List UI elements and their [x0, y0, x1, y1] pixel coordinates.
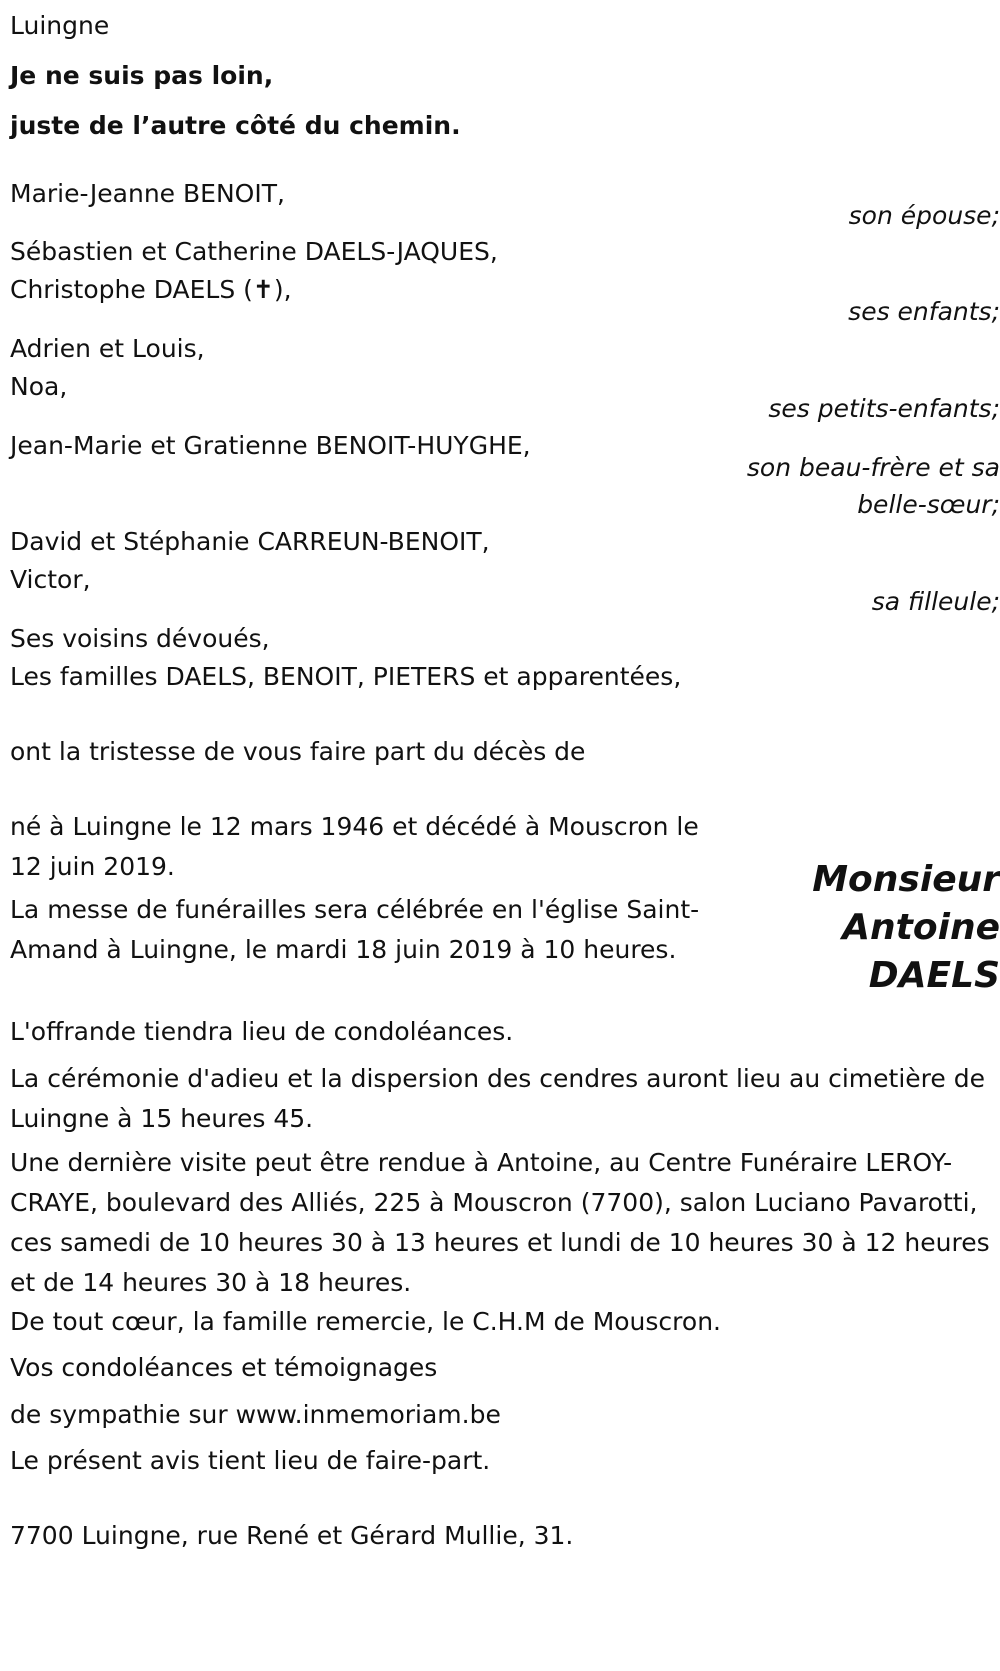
quote-line-2: juste de l’autre côté du chemin. — [10, 111, 461, 140]
birth-death-details: né à Luingne le 12 mars 1946 et décédé à Mouscron le 12 juin 2019. — [10, 812, 699, 881]
spouse-role: son épouse; — [848, 201, 1000, 230]
children-role: ses enfants; — [848, 297, 1000, 326]
inlaws-name: Jean-Marie et Gratienne BENOIT-HUYGHE, — [10, 431, 531, 460]
town-name: Luingne — [10, 11, 110, 40]
condolences-line-1: Vos condoléances et témoignages — [10, 1353, 438, 1382]
visit-details: Une dernière visite peut être rendue à Antoine, au Centre Funéraire LEROY-CRAYE, boulevard des Alliés, 225 à Mouscron (7700), salon Luciano Pavarotti, ces samedi de 10 heures 30 à 13 heures et lundi de 10 heures 30 à 12 heures et de 14 heures 30 à 18 heures. — [10, 1148, 990, 1297]
grandchildren-line-1: Adrien et Louis, — [10, 334, 205, 363]
quote-line-1: Je ne suis pas loin, — [10, 61, 274, 90]
children-line-1: Sébastien et Catherine DAELS-JAQUES, — [10, 237, 498, 266]
goddaughter-family-line-1: David et Stéphanie CARREUN-BENOIT, — [10, 527, 490, 556]
goddaughter-family-line-2: Victor, — [10, 565, 91, 594]
children-line-2: Christophe DAELS (✝), — [10, 275, 292, 304]
deceased-name — [780, 856, 1000, 1000]
inlaws-role-line-1: son beau-frère et sa — [746, 453, 1000, 482]
spouse-name: Marie-Jeanne BENOIT, — [10, 179, 285, 208]
grandchildren-role: ses petits-enfants; — [768, 394, 1000, 423]
grandchildren-line-2: Noa, — [10, 372, 68, 401]
deceased-last-name: DAELS — [868, 955, 1000, 996]
ceremony-details: La cérémonie d'adieu et la dispersion des cendres auront lieu au cimetière de Luingne à 15 heures 45. — [10, 1064, 985, 1133]
others-line-1: Ses voisins dévoués, — [10, 624, 270, 653]
others-line-2: Les familles DAELS, BENOIT, PIETERS et apparentées, — [10, 662, 682, 691]
deceased-title: Monsieur — [812, 859, 1000, 900]
offering-note: L'offrande tiendra lieu de condoléances. — [10, 1017, 514, 1046]
deceased-first-name: Antoine — [842, 907, 1000, 948]
announcement-text: ont la tristesse de vous faire part du décès de — [10, 737, 586, 766]
home-address: 7700 Luingne, rue René et Gérard Mullie, 31. — [10, 1521, 574, 1550]
funeral-mass-details: La messe de funérailles sera célébrée en l'église Saint-Amand à Luingne, le mardi 18 juin 2019 à 10 heures. — [10, 895, 700, 964]
condolences-line-2: de sympathie sur www.inmemoriam.be — [10, 1400, 501, 1429]
goddaughter-role: sa filleule; — [871, 587, 1000, 616]
inlaws-role-line-2: belle-sœur; — [857, 490, 1000, 519]
thanks-note: De tout cœur, la famille remercie, le C.H.M de Mouscron. — [10, 1307, 721, 1336]
notice-note: Le présent avis tient lieu de faire-part. — [10, 1446, 491, 1475]
